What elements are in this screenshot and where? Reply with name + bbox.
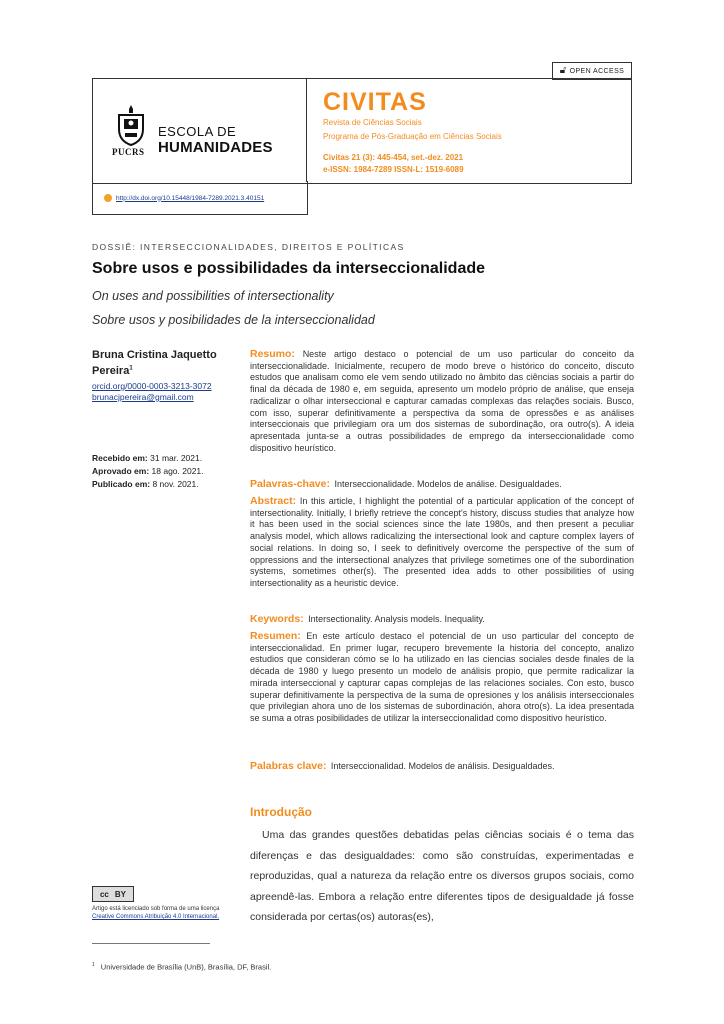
author-name-cont xyxy=(92,365,133,377)
header-divider xyxy=(306,78,307,182)
keywords-pt-label: Palavras-chave: xyxy=(250,478,330,490)
keywords-en-text: Intersectionality. Analysis models. Inequality. xyxy=(308,614,485,624)
keywords-pt-text: Interseccionalidade. Modelos de análise. Desigualdades. xyxy=(334,479,562,489)
resumen-paragraph xyxy=(250,631,634,725)
by-icon: BY xyxy=(114,889,127,899)
abstract-label: Abstract: xyxy=(250,495,297,507)
intro-paragraph: Uma das grandes questões debatidas pelas ciências sociais é o tema das diferenças e das desigualdades: como são construídas, experimentadas e reproduzidas, qual a natureza da relação entre os diversos grupos sociais, como apreendê-las. Embora a relação entre diferentes tipos de desigualdade já fosse considerada por certas(os) autoras(es), xyxy=(250,829,634,923)
journal-issn: e-ISSN: 1984-7289 ISSN-L: 1519-6089 xyxy=(323,165,464,174)
footnote xyxy=(92,962,271,972)
keywords-es-label: Palabras clave: xyxy=(250,760,327,772)
abstract-text: In this article, I highlight the potential of a particular application of the concept of intersectionality. Initially, I briefly retrieve the concept's history, discuss studies that analyze how it has been used in the social sciences since the late 1980s, and then present a peculiar analysis model, which allows radicalizing the intersectional look and capture complex layers of social relations. In doing so, I seek to definitively overcome the perspective of the sum of oppressions and the intersectional analyzes that privilege sometimes one of the subordination systems, sometimes other(s). The presented idea adds to other possibilities of using intersectionality as a heuristic device. xyxy=(250,496,634,588)
journal-program: Programa de Pós-Graduação em Ciências Sociais xyxy=(323,132,502,141)
received-value: 31 mar. 2021. xyxy=(150,453,203,463)
footnote-text: Universidade de Brasília (UnB), Brasília, DF, Brasil. xyxy=(100,962,272,972)
article-title-es: Sobre usos y posibilidades de la interseccionalidad xyxy=(92,313,375,327)
resumo-text: Neste artigo destaco o potencial de um uso particular do conceito da interseccionalidade. Inicialmente, recupero de modo breve o histórico do conceito, discuto estudos que analisam como ele vem sendo utilizado no âmbito das ciências sociais a partir do final da década de 1980 e, em seguida, apresento um modelo próprio de análise, que enseja radicalizar o olhar interseccional e capturar camadas complexas das relações sociais. Busco, com isso, superar definitivamente a perspectiva da soma de opressões e as análises interseccionais que privilegiam ora um dos sistemas de subordinação, ora outro(s). A ideia apresentada junta-se a outras possibilidades de emprego da interseccionalidade como dispositivo heurístico. xyxy=(250,349,634,453)
approved-value: 18 ago. 2021. xyxy=(151,466,204,476)
orcid-link[interactable]: orcid.org/0000-0003-3213-3072 xyxy=(92,381,212,391)
journal-subtitle: Revista de Ciências Sociais xyxy=(323,118,422,127)
doi-text[interactable]: http://dx.doi.org/10.15448/1984-7289.2021.3.40151 xyxy=(116,194,265,202)
keywords-pt xyxy=(250,474,634,492)
section-label: DOSSIÊ: INTERSECCIONALIDADES, DIREITOS E POLÍTICAS xyxy=(92,242,405,252)
keywords-en xyxy=(250,609,634,627)
approved-label: Aprovado em: xyxy=(92,466,150,476)
article-title-en: On uses and possibilities of intersectionality xyxy=(92,289,334,303)
license-text: Artigo está licenciado sob forma de uma licença xyxy=(92,906,220,912)
article-title: Sobre usos e possibilidades da interseccionalidade xyxy=(92,260,486,277)
doi-icon xyxy=(104,194,112,202)
cc-icon: cc xyxy=(99,889,109,899)
keywords-en-label: Keywords: xyxy=(250,613,304,625)
published-date xyxy=(92,479,199,489)
license-link[interactable]: Creative Commons Atribuição 4.0 Internacional. xyxy=(92,914,220,920)
footnote-mark: 1 xyxy=(92,962,95,968)
resumo-paragraph xyxy=(250,349,634,454)
open-lock-icon: 🔓︎ xyxy=(559,65,567,76)
keywords-es-text: Interseccionalidad. Modelos de análisis. Desigualdades. xyxy=(330,761,555,771)
resumen-text: En este artículo destaco el potencial de un uso particular del concepto de interseccionalidad. En primer lugar, recupero brevemente la historia del concepto, analizo estudios que consideran cómo se lo ha utilizado en las ciencias sociales desde finales de la década de 1980 y luego presento un modelo de análisis propio, que permite radicalizar la mirada interseccional y capturar capas complejas de las relaciones sociales. Con esto, busco superar definitivamente la perspectiva de la suma de opresiones y los análisis interseccionales que privilegian ahora uno de los sistemas de subordinación, ahora otro(s). La idea presentada se suma a otras posibilidades de utilizar la interseccionalidad como dispositivo heurístico. xyxy=(250,631,634,723)
author-name: Bruna Cristina Jaquetto xyxy=(92,349,217,361)
journal-citation: Civitas 21 (3): 445-454, set.-dez. 2021 xyxy=(323,153,464,162)
cc-license-badge[interactable] xyxy=(92,886,134,902)
institution-line1: ESCOLA DE xyxy=(158,124,237,139)
open-access-label: OPEN ACCESS xyxy=(569,67,625,75)
published-value: 8 nov. 2021. xyxy=(152,479,199,489)
pucrs-logo-text: PUCRS xyxy=(112,147,145,157)
intro-heading: Introdução xyxy=(250,805,312,819)
approved-date xyxy=(92,466,204,476)
resumen-label: Resumen: xyxy=(250,630,301,642)
pucrs-crest-icon xyxy=(115,103,147,153)
abstract-paragraph xyxy=(250,496,634,590)
received-label: Recebido em: xyxy=(92,453,148,463)
journal-name: CIVITAS xyxy=(323,88,427,116)
author-surname: Pereira xyxy=(92,365,130,377)
published-label: Publicado em: xyxy=(92,479,151,489)
institution-line2: HUMANIDADES xyxy=(158,139,273,156)
resumo-label: Resumo: xyxy=(250,348,295,360)
doi-link[interactable] xyxy=(104,194,264,202)
footnote-divider xyxy=(92,943,210,944)
received-date xyxy=(92,453,202,463)
keywords-es xyxy=(250,756,634,774)
email-link[interactable]: brunacjpereira@gmail.com xyxy=(92,392,194,402)
author-note-mark: 1 xyxy=(129,365,133,372)
